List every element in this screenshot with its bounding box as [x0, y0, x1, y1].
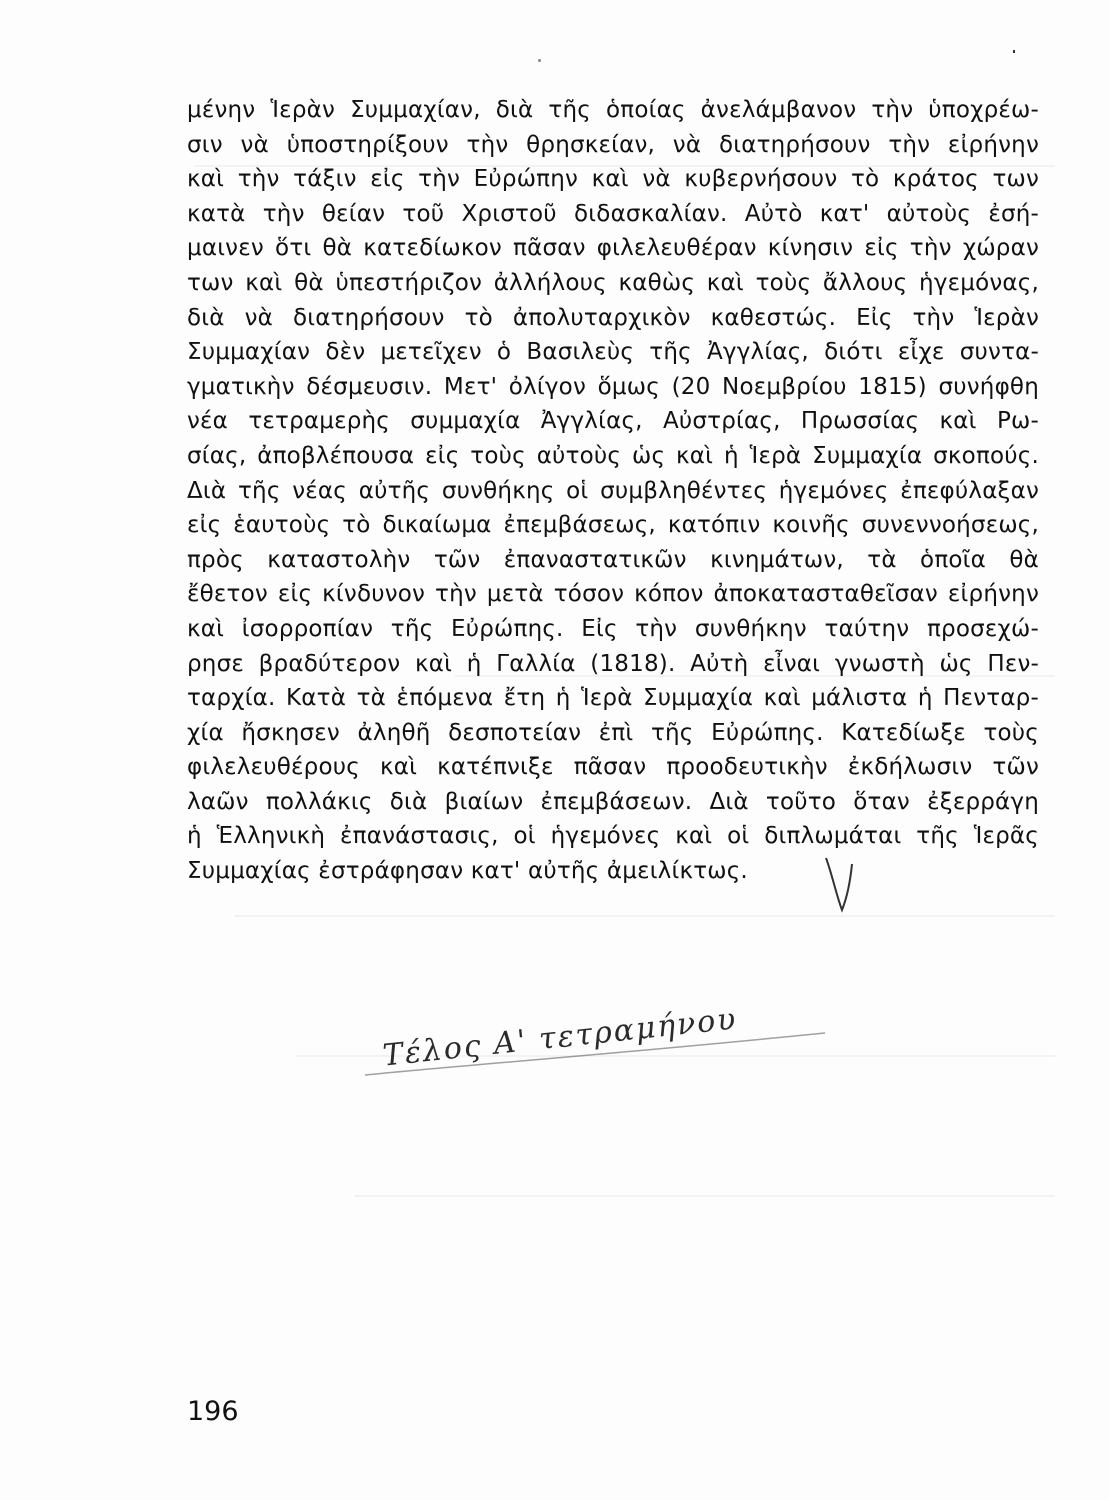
paper-speck — [1013, 50, 1015, 53]
text-line: σίας, ἀποβλέπουσα εἰς τοὺς αὐτοὺς ὡς καὶ ἡ Ἱερὰ Συμμαχία σκοπούς. — [187, 442, 1039, 469]
text-line: πρὸς καταστολὴν τῶν ἐπαναστατικῶν κινημάτων, τὰ ὁποῖα θὰ — [187, 546, 1039, 573]
text-line: γματικὴν δέσμευσιν. Μετ' ὀλίγον ὅμως (20 Νοεμβρίου 1815) συνήφθη — [187, 373, 1039, 400]
text-line: Συμμαχίαν δὲν μετεῖχεν ὁ Βασιλεὺς τῆς Ἀγγλίας, διότι εἶχε συντα- — [187, 339, 1039, 366]
handwritten-tick-mark — [822, 854, 856, 914]
text-line: των καὶ θὰ ὑπεστήριζον ἀλλήλους καθὼς καὶ τοὺς ἄλλους ἡγεμόνας, — [187, 269, 1039, 296]
text-line: καὶ ἰσορροπίαν τῆς Εὐρώπης. Εἰς τὴν συνθήκην ταύτην προσεχώ- — [187, 615, 1039, 642]
text-line: μαινεν ὅτι θὰ κατεδίωκον πᾶσαν φιλελευθέραν κίνησιν εἰς τὴν χώραν — [187, 235, 1039, 262]
text-line: διὰ νὰ διατηρήσουν τὸ ἀπολυταρχικὸν καθεστώς. Εἰς τὴν Ἱερὰν — [187, 304, 1039, 331]
text-line: μένην Ἱερὰν Συμμαχίαν, διὰ τῆς ὁποίας ἀνελάμβανον τὴν ὑποχρέω- — [187, 97, 1039, 123]
text-line: φιλελευθέρους καὶ κατέπνιξε πᾶσαν προοδευτικὴν ἐκδήλωσιν τῶν — [187, 754, 1039, 781]
text-line: λαῶν πολλάκις διὰ βιαίων ἐπεμβάσεων. Διὰ τοῦτο ὅταν ἐξερράγη — [187, 788, 1039, 815]
text-line: εἰς ἑαυτοὺς τὸ δικαίωμα ἐπεμβάσεως, κατόπιν κοινῆς συνεννοήσεως, — [187, 512, 1039, 539]
text-line: ἡ Ἑλληνικὴ ἐπανάστασις, οἱ ἡγεμόνες καὶ οἱ διπλωμάται τῆς Ἱερᾶς — [187, 823, 1039, 850]
text-line: καὶ τὴν τάξιν εἰς τὴν Εὐρώπην καὶ νὰ κυβερνήσουν τὸ κράτος των — [187, 166, 1039, 193]
text-line: ἔθετον εἰς κίνδυνον τὴν μετὰ τόσον κόπον ἀποκατασταθεῖσαν εἰρήνην — [187, 581, 1039, 608]
paper-speck — [538, 59, 541, 62]
text-line: Συμμαχίας ἐστράφησαν κατ' αὐτῆς ἀμειλίκτως. — [187, 858, 748, 885]
main-paragraph — [187, 93, 1039, 889]
text-line: σιν νὰ ὑποστηρίξουν τὴν θρησκείαν, νὰ διατηρήσουν τὴν εἰρήνην — [187, 131, 1039, 158]
text-line: νέα τετραμερὴς συμμαχία Ἀγγλίας, Αὐστρίας, Πρωσσίας καὶ Ρω- — [187, 408, 1039, 435]
text-line: ρησε βραδύτερον καὶ ἡ Γαλλία (1818). Αὐτὴ εἶναι γνωστὴ ὡς Πεν- — [187, 650, 1039, 677]
handwritten-note: Τέλος Α' τετραμήνου — [381, 1001, 740, 1074]
text-line: Διὰ τῆς νέας αὐτῆς συνθήκης οἱ συμβληθέντες ἡγεμόνες ἐπεφύλαξαν — [187, 477, 1039, 504]
text-line: ταρχία. Κατὰ τὰ ἑπόμενα ἔτη ἡ Ἱερὰ Συμμαχία καὶ μάλιστα ἡ Πενταρ- — [187, 685, 1039, 712]
text-line: κατὰ τὴν θείαν τοῦ Χριστοῦ διδασκαλίαν. Αὐτὸ κατ' αὐτοὺς ἐσή- — [187, 200, 1039, 227]
handwritten-underline — [345, 1005, 865, 1095]
page-number: 196 — [187, 1396, 239, 1427]
text-line: χία ἤσκησεν ἀληθῆ δεσποτείαν ἐπὶ τῆς Εὐρώπης. Κατεδίωξε τοὺς — [187, 719, 1039, 746]
